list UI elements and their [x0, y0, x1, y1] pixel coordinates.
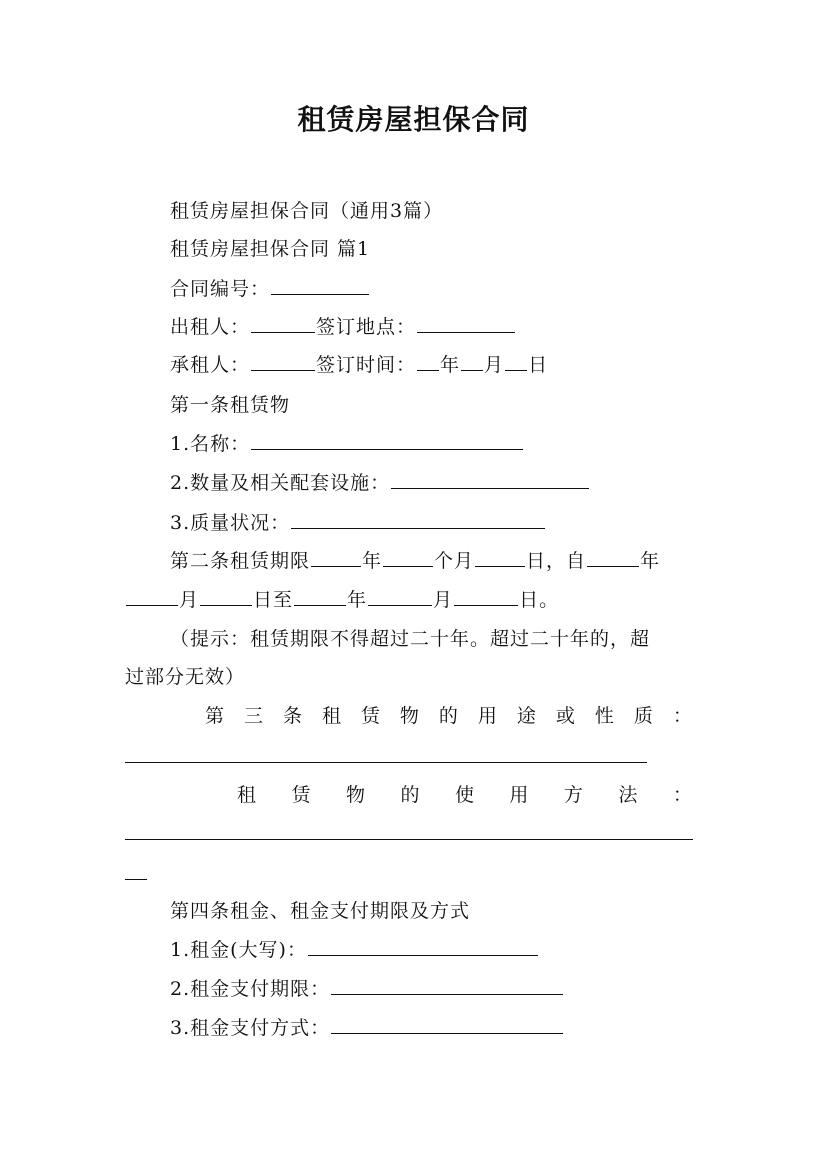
- year-label: 年: [640, 550, 661, 572]
- usage-char: 租: [237, 784, 257, 806]
- usage-char: 方: [563, 784, 583, 806]
- article-2-label: 第二条租赁期限: [170, 550, 311, 572]
- item-name-line: [170, 430, 524, 458]
- term-years-blank: [311, 565, 361, 567]
- rent-period-label: 2.租金支付期限：: [170, 978, 331, 1000]
- contract-number-line: [170, 275, 370, 303]
- usage-method-heading: [237, 781, 692, 809]
- from-label: 日，自: [526, 550, 587, 572]
- start-day-blank: [200, 604, 252, 606]
- rent-amount-label: 1.租金(大写)：: [170, 939, 307, 961]
- article-3-char: 租: [321, 705, 341, 727]
- article-3-char: 用: [477, 705, 497, 727]
- rent-method-line: [170, 1014, 564, 1042]
- article-3-char: 三: [243, 705, 263, 727]
- term-days-blank: [475, 565, 525, 567]
- article-1-heading: 第一条租赁物: [170, 394, 291, 416]
- month-label: 月: [484, 354, 505, 376]
- hint-line-2: 过部分无效）: [125, 666, 246, 688]
- usage-char: 赁: [291, 784, 311, 806]
- item-quality-label: 3.质量状况：: [170, 512, 291, 534]
- article-3-char: 第: [205, 705, 225, 727]
- article-3-char: 的: [438, 705, 458, 727]
- article-3-char: 赁: [360, 705, 380, 727]
- document-title: 租赁房屋担保合同: [297, 103, 530, 136]
- sign-month-blank: [461, 369, 483, 371]
- item-quality-blank: [291, 527, 545, 529]
- end-day-blank: [454, 604, 518, 606]
- rent-method-blank: [331, 1032, 563, 1034]
- sign-year-blank: [417, 369, 439, 371]
- rent-amount-blank: [308, 954, 538, 956]
- day-label: 日: [528, 354, 549, 376]
- sign-day-blank: [505, 369, 527, 371]
- start-month-blank: [126, 604, 178, 606]
- contract-number-label: 合同编号：: [170, 278, 271, 300]
- article-3-char: 条: [282, 705, 302, 727]
- section-heading: 租赁房屋担保合同 篇1: [170, 238, 371, 260]
- rent-period-line: [170, 975, 564, 1003]
- document-subtitle: 租赁房屋担保合同（通用3篇）: [170, 200, 444, 222]
- year-label: 年: [440, 354, 461, 376]
- rent-method-label: 3.租金支付方式：: [170, 1017, 331, 1039]
- item-quality-line: [170, 509, 546, 537]
- usage-char: ：: [672, 784, 692, 806]
- to-label: 日至: [253, 589, 294, 611]
- item-name-label: 1.名称：: [170, 433, 251, 455]
- article-3-char: 物: [399, 705, 419, 727]
- usage-method-blank-tail: [125, 879, 147, 880]
- usage-char: 用: [509, 784, 529, 806]
- article-3-char: 性: [594, 705, 614, 727]
- article-3-char: 或: [555, 705, 575, 727]
- article-3-char: 质: [633, 705, 653, 727]
- usage-char: 使: [454, 784, 474, 806]
- end-month-blank: [368, 604, 432, 606]
- item-quantity-line: [170, 469, 590, 497]
- article-2-continued: [125, 586, 559, 614]
- sign-place-blank: [417, 331, 515, 333]
- article-3-char: 途: [516, 705, 536, 727]
- item-name-blank: [251, 448, 523, 450]
- months-label: 个月: [434, 550, 475, 572]
- lessee-blank: [251, 369, 315, 371]
- end-year-blank: [294, 604, 346, 606]
- contract-number-blank: [271, 293, 369, 295]
- sign-place-label: 签订地点：: [316, 316, 417, 338]
- month-label: 月: [433, 589, 454, 611]
- lessee-label: 承租人：: [170, 354, 251, 376]
- year-label: 年: [362, 550, 383, 572]
- usage-method-blank: [125, 839, 693, 840]
- usage-char: 法: [618, 784, 638, 806]
- article-2-line: [170, 547, 660, 575]
- lessor-label: 出租人：: [170, 316, 251, 338]
- usage-char: 物: [345, 784, 365, 806]
- lessor-line: [170, 313, 516, 341]
- article-3-blank: [125, 762, 647, 763]
- article-3-heading: [205, 702, 692, 730]
- item-quantity-label: 2.数量及相关配套设施：: [170, 472, 391, 494]
- usage-char: 的: [400, 784, 420, 806]
- rent-period-blank: [331, 993, 563, 995]
- sign-time-label: 签订时间：: [316, 354, 417, 376]
- day-end-label: 日。: [519, 589, 560, 611]
- article-3-char: ：: [672, 705, 692, 727]
- rent-amount-line: [170, 936, 539, 964]
- year-label: 年: [347, 589, 368, 611]
- lessee-line: [170, 351, 548, 379]
- month-label: 月: [179, 589, 200, 611]
- item-quantity-blank: [391, 487, 589, 489]
- term-months-blank: [383, 565, 433, 567]
- lessor-blank: [251, 331, 315, 333]
- start-year-blank: [587, 565, 639, 567]
- hint-line-1: （提示：租赁期限不得超过二十年。超过二十年的，超: [170, 628, 651, 650]
- article-4-heading: 第四条租金、租金支付期限及方式: [170, 900, 471, 922]
